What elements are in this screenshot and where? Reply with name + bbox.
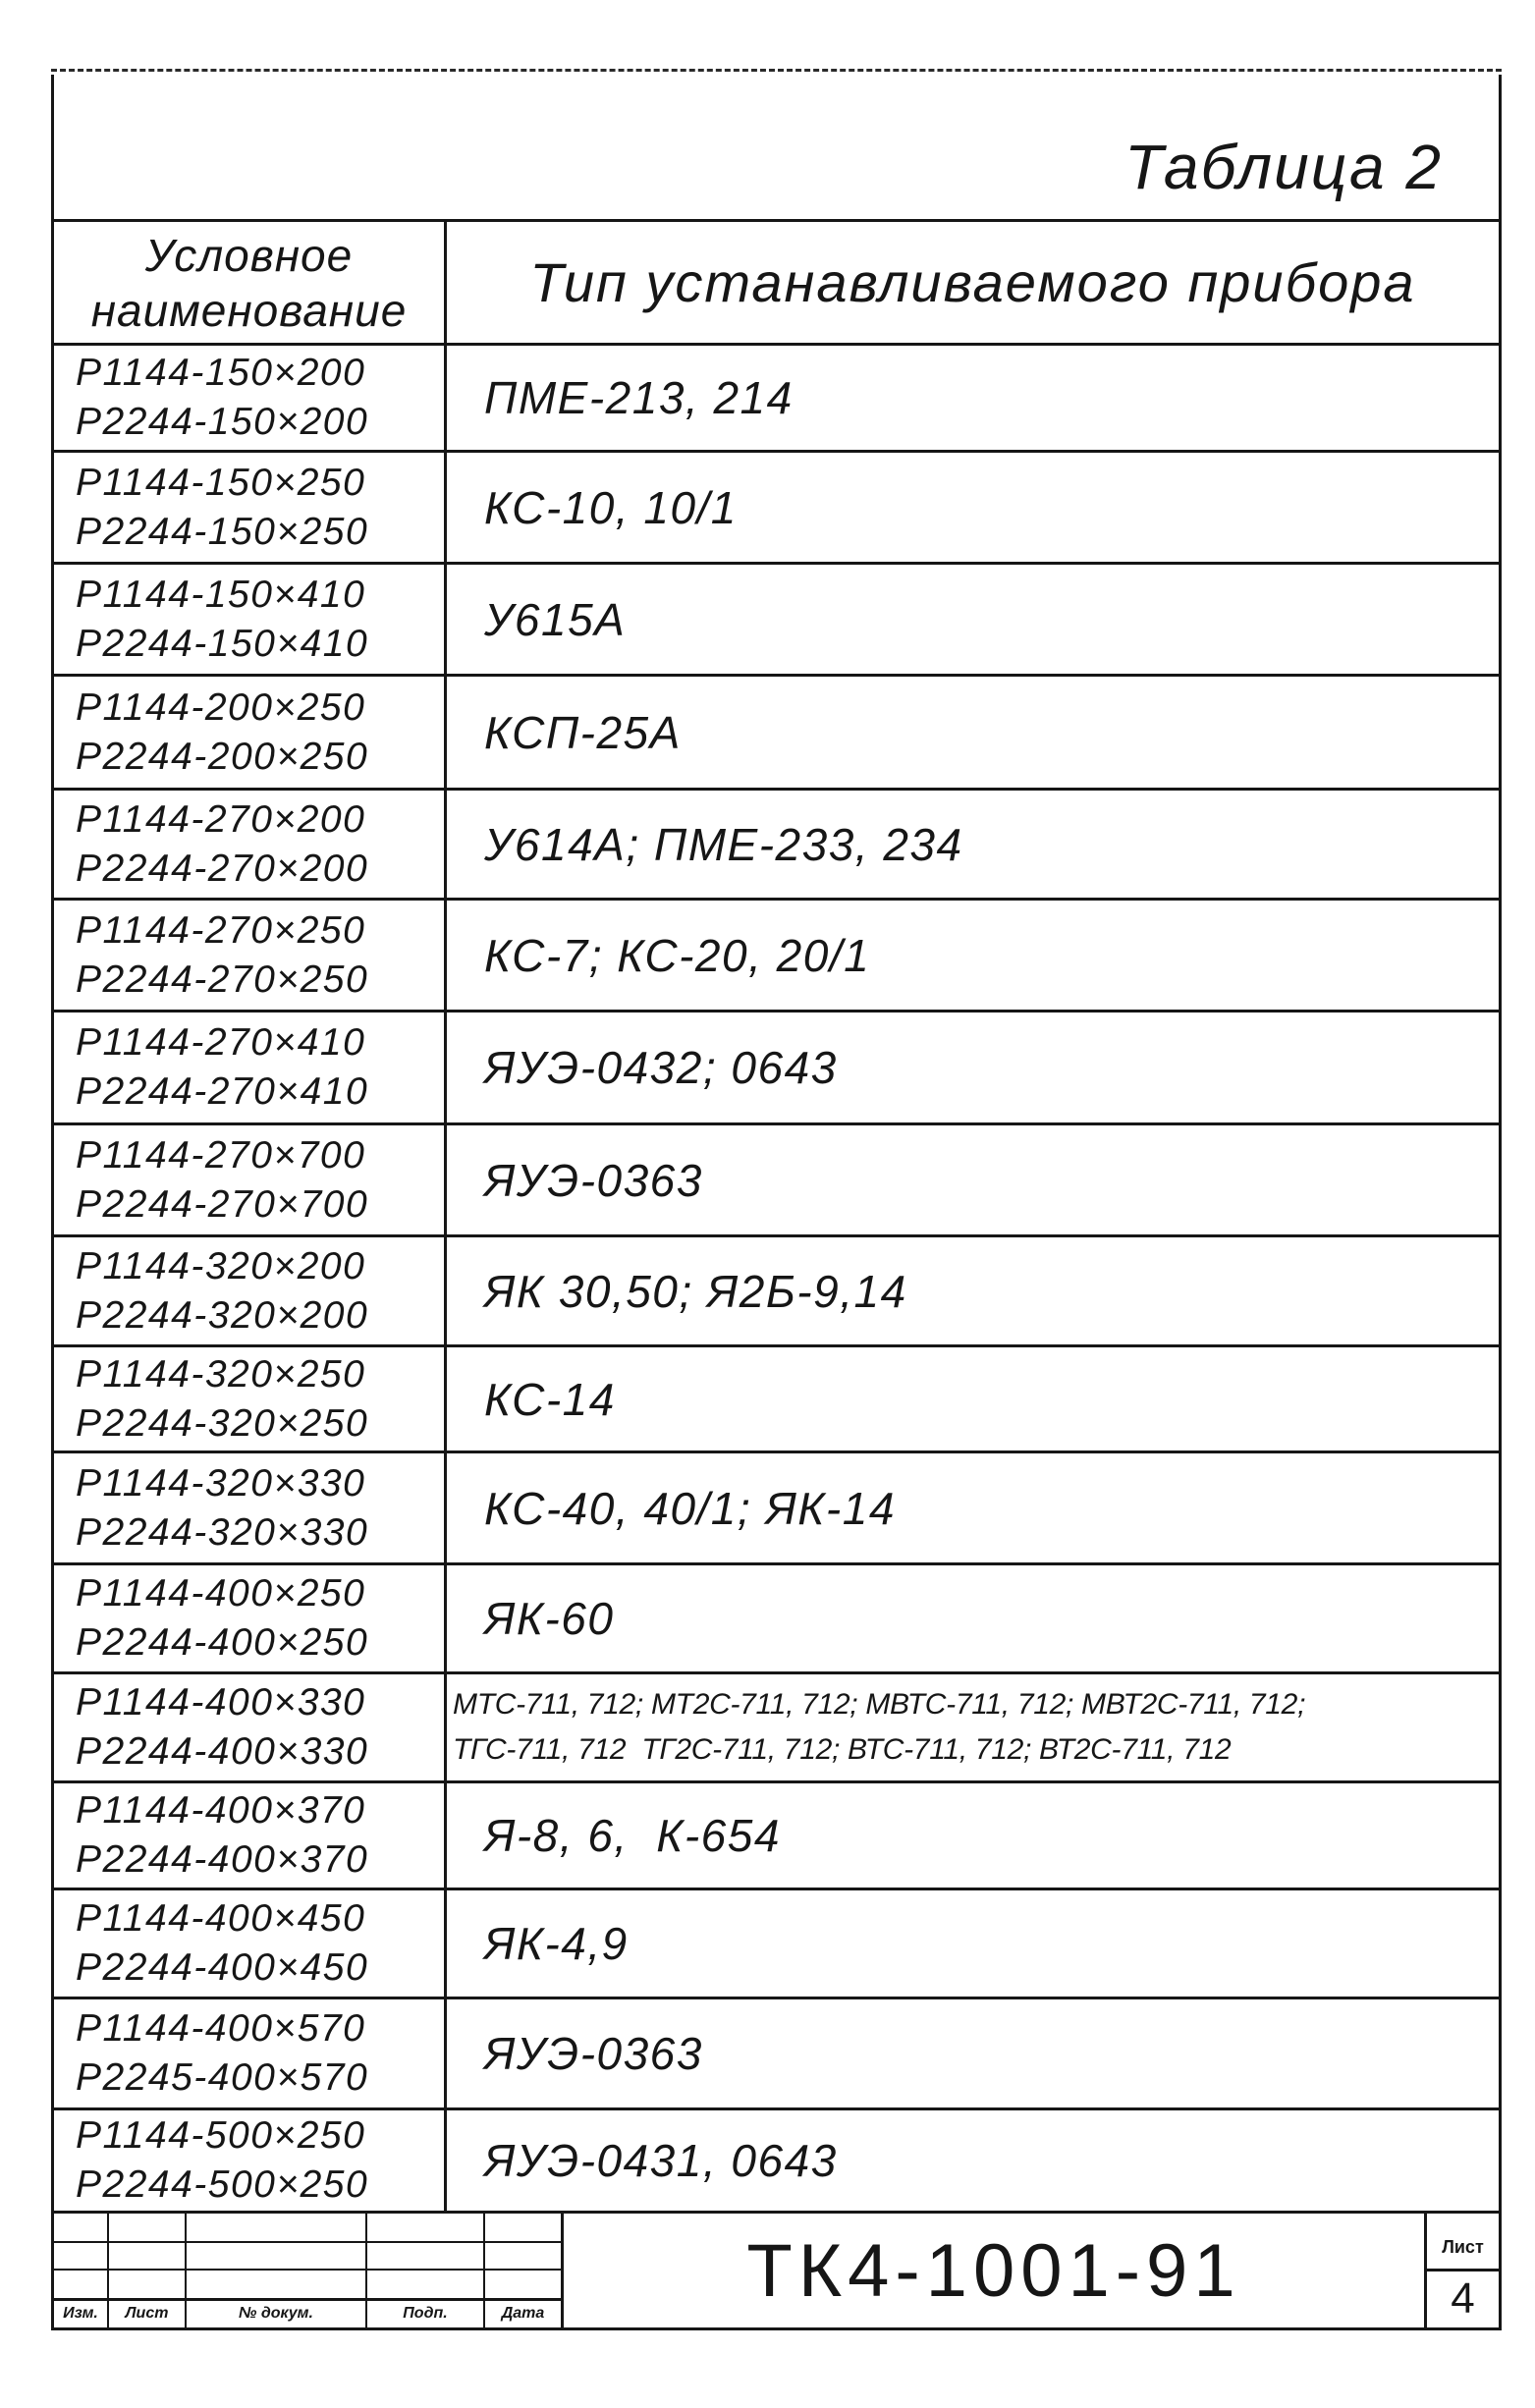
title-block-rule [54,2241,561,2243]
name-cell [54,1125,447,1234]
name-cell [54,901,447,1010]
table-row [54,1674,1499,1783]
name-line: Р1144-320×250 [76,1352,366,1396]
header-device-label: Тип устанавливаемого прибора [529,250,1416,313]
device-cell [447,1012,1499,1122]
device-cell [447,1237,1499,1344]
name-line: Р2244-270×410 [76,1070,369,1113]
device-line: Я-8, 6, К-654 [484,1810,781,1861]
device-cell [447,791,1499,898]
header-device-cell [447,222,1499,343]
table-row [54,1237,1499,1347]
label-revision: Изм. [63,2305,98,2322]
name-line: Р1144-400×250 [76,1572,366,1614]
device-cell [447,453,1499,562]
header-name-line: Условное [144,229,354,281]
table-header [54,222,1499,346]
name-cell [54,1453,447,1562]
name-cell [54,1674,447,1780]
name-line: Р2244-400×250 [76,1621,369,1664]
device-line: КС-10, 10/1 [484,481,738,533]
table-row [54,1347,1499,1453]
device-line: ЯК 30,50; Я2Б-9,14 [484,1265,907,1317]
name-cell [54,1237,447,1344]
name-cell [54,1012,447,1122]
name-line: Р2244-320×330 [76,1510,369,1554]
frame-right-line [1499,75,1502,222]
device-line: ЯК-4,9 [484,1918,629,1969]
name-line: Р1144-320×330 [76,1461,366,1505]
table-row [54,1890,1499,1999]
device-line: КС-40, 40/1; ЯК-14 [484,1482,896,1534]
name-line: Р2244-270×250 [76,958,369,1001]
table-row [54,791,1499,901]
sheet-top-edge [51,69,1502,72]
table-row [54,1453,1499,1565]
table-row [54,1012,1499,1125]
name-line: Р1144-270×250 [76,908,366,952]
device-cell [447,1565,1499,1671]
name-line: Р2244-150×410 [76,622,369,665]
device-cell [447,1674,1499,1780]
name-line: Р1144-320×200 [76,1244,366,1287]
device-line: ТГС-711, 712 ТГ2С-711, 712; ВТС-711, 712; ВТ2С-711, 712 [453,1733,1232,1766]
name-cell [54,1783,447,1888]
device-cell [447,346,1499,450]
header-name-cell [54,222,447,343]
device-line: ЯУЭ-0363 [484,2028,703,2079]
name-line: Р2244-320×200 [76,1293,369,1337]
table-row [54,2110,1499,2214]
table-row [54,565,1499,677]
device-line: МТС-711, 712; МТ2С-711, 712; МВТС-711, 712; МВТ2С-711, 712; [453,1688,1306,1721]
name-line: Р1144-400×370 [76,1789,366,1832]
name-line: Р1144-150×250 [76,461,366,504]
name-cell [54,1999,447,2107]
device-cell [447,1890,1499,1997]
name-line: Р1144-270×700 [76,1133,366,1177]
device-line: КСП-25А [484,706,682,758]
name-line: Р1144-270×410 [76,1021,366,1064]
document-designation: ТК4-1001-91 [746,2228,1241,2313]
device-cell [447,677,1499,788]
device-line: ЯУЭ-0431, 0643 [484,2135,838,2186]
name-line: Р1144-150×200 [76,352,366,394]
name-line: Р1144-400×570 [76,2007,366,2050]
table-row [54,901,1499,1012]
name-line: Р1144-200×250 [76,685,366,729]
table-title: Таблица 2 [1124,132,1443,202]
device-cell [447,1125,1499,1234]
name-line: Р2244-150×200 [76,401,369,443]
device-cell [447,2110,1499,2211]
table-row [54,677,1499,791]
name-line: Р1144-150×410 [76,573,366,616]
name-line: Р2244-150×250 [76,510,369,553]
label-document-number: № докум. [239,2305,313,2322]
name-line: Р2244-320×250 [76,1401,369,1445]
sheet-label: Лист [1442,2236,1484,2257]
name-line: Р2244-270×700 [76,1182,369,1226]
frame-left-line [51,75,54,222]
device-cell [447,1783,1499,1888]
name-line: Р2244-400×450 [76,1946,369,1989]
device-line: ПМЕ-213, 214 [484,372,794,423]
device-cell [447,1453,1499,1562]
name-cell [54,677,447,788]
name-line: Р2244-270×200 [76,847,369,890]
name-line: Р2244-200×250 [76,735,369,778]
name-line: Р2244-400×370 [76,1838,369,1881]
name-line: Р1144-500×250 [76,2114,366,2157]
name-line: Р2244-400×330 [76,1730,369,1773]
label-sheet: Лист [125,2305,169,2322]
name-line: Р1144-400×450 [76,1897,366,1940]
name-cell [54,346,447,450]
name-cell [54,1347,447,1450]
header-name-line: наименование [90,284,408,336]
table-row [54,1565,1499,1674]
device-line: КС-14 [484,1373,616,1425]
device-table [51,219,1502,2214]
table-row [54,453,1499,565]
device-cell [447,565,1499,674]
name-cell [54,565,447,674]
title-block-rule [54,2269,561,2271]
label-date: Дата [501,2305,545,2322]
sheet-number: 4 [1451,2274,1475,2323]
table-row [54,1783,1499,1890]
device-line: КС-7; КС-20, 20/1 [484,929,871,981]
name-cell [54,2110,447,2211]
table-row [54,1125,1499,1237]
table-row [54,1999,1499,2110]
name-cell [54,1565,447,1671]
device-line: ЯУЭ-0363 [484,1154,703,1206]
name-line: Р2245-400×570 [76,2056,369,2099]
name-cell [54,791,447,898]
device-cell [447,1999,1499,2107]
device-line: У614А; ПМЕ-233, 234 [484,818,963,870]
name-line: Р1144-270×200 [76,797,366,841]
device-cell [447,1347,1499,1450]
name-cell [54,1890,447,1997]
name-cell [54,453,447,562]
device-line: ЯК-60 [484,1593,615,1644]
table-row [54,346,1499,453]
name-line: Р1144-400×330 [76,1681,366,1724]
label-signature: Подп. [403,2305,448,2322]
name-line: Р2244-500×250 [76,2163,369,2206]
device-line: У615А [484,593,627,645]
device-cell [447,901,1499,1010]
title-block [51,2214,1502,2330]
device-line: ЯУЭ-0432; 0643 [484,1042,838,1093]
